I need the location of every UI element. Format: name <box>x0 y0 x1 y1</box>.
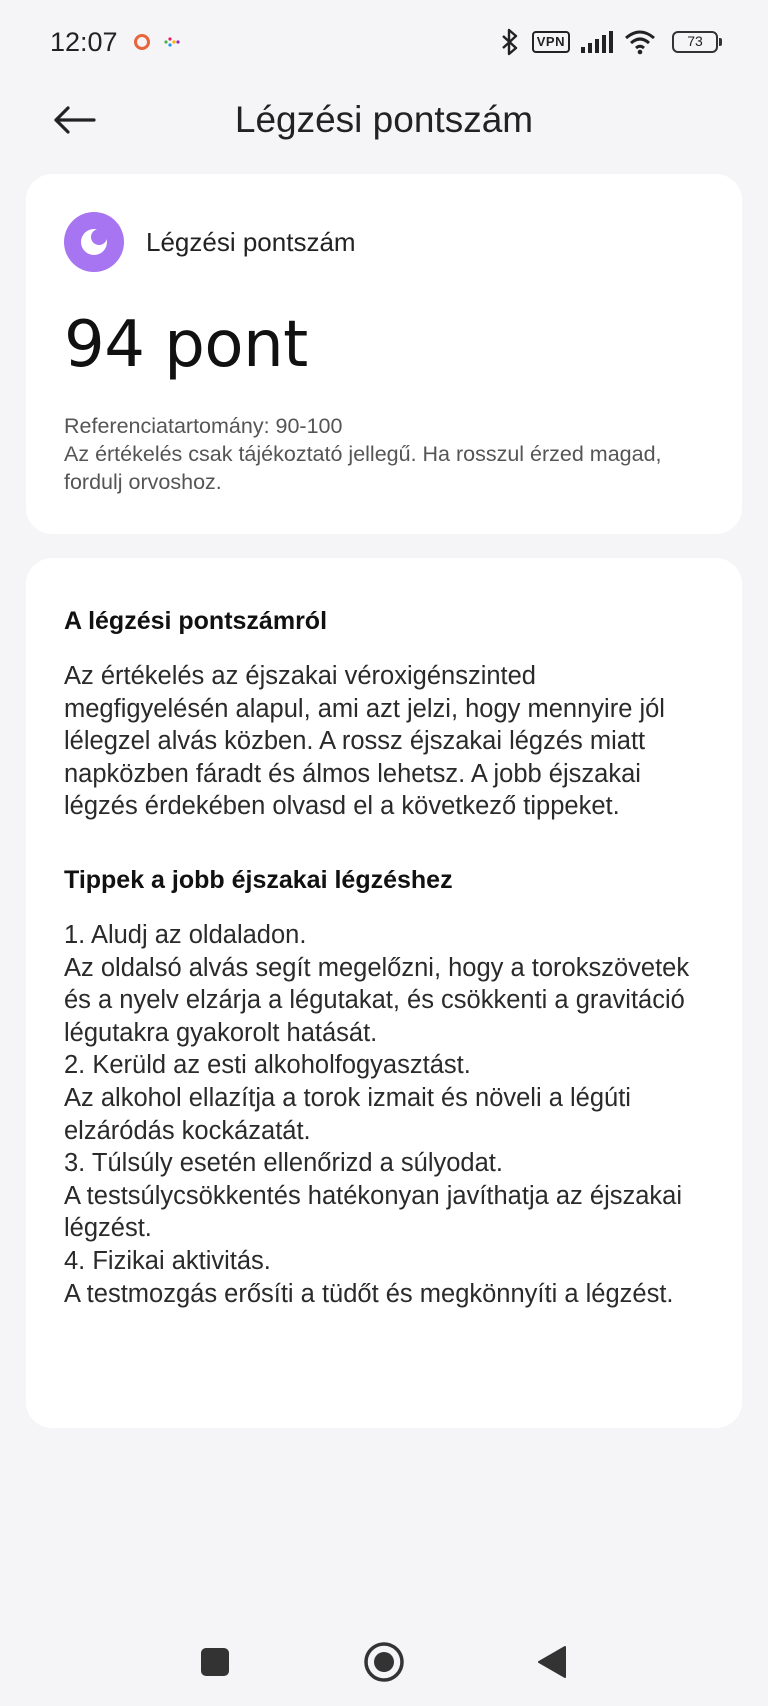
home-circle-icon <box>362 1640 406 1684</box>
info-card <box>26 558 742 1428</box>
nav-back-button[interactable] <box>530 1640 574 1684</box>
tip-title: 2. Kerüld az esti alkoholfogyasztást. <box>64 1051 471 1080</box>
clock: 12:07 <box>50 26 118 57</box>
status-right <box>498 28 718 56</box>
metric-label: Légzési pontszám <box>146 226 356 257</box>
arrow-left-icon <box>52 105 96 135</box>
header <box>0 84 768 156</box>
moon-icon <box>64 212 124 272</box>
back-triangle-icon <box>535 1644 569 1680</box>
vpn-icon: VPN <box>532 31 570 53</box>
reference-info <box>64 412 704 496</box>
about-text: Az értékelés az éjszakai véroxigénszinted megfigyelésén alapul, ami azt jelzi, hogy mennyire jól lélegzel alvás közben. A rossz éjszakai légzés miatt napközben fáradt és álmos lehetsz. A jobb éjszakai légzés érdekében olvasd el a következő tippeket. <box>64 662 665 821</box>
tip-text: A testsúlycsökkentés hatékonyan javíthatja az éjszakai légzést. <box>64 1181 683 1243</box>
tips-heading: Tippek a jobb éjszakai légzéshez <box>64 865 453 894</box>
moon-icon-glyph <box>76 224 112 260</box>
tip-title: 1. Aludj az oldaladon. <box>64 920 307 949</box>
recents-button[interactable] <box>193 1640 237 1684</box>
tip-text: A testmozgás erősíti a tüdőt és megkönnyíti a légzést. <box>64 1279 674 1308</box>
recents-square-icon <box>199 1646 231 1678</box>
status-bar <box>0 0 768 84</box>
metric-row <box>64 212 704 272</box>
system-nav-bar <box>0 1620 768 1700</box>
battery-icon: 73 <box>672 31 718 53</box>
app-dots-icon <box>162 34 182 50</box>
bluetooth-icon <box>498 28 522 56</box>
page-title: Légzési pontszám <box>234 99 534 140</box>
status-left <box>50 27 182 58</box>
tips-list <box>64 919 704 1310</box>
home-button[interactable] <box>362 1640 406 1684</box>
signal-icon <box>580 30 614 54</box>
score-card <box>26 174 742 534</box>
tip-title: 3. Túlsúly esetén ellenőrizd a súlyodat. <box>64 1149 503 1178</box>
tip-text: Az oldalsó alvás segít megelőzni, hogy a torokszövetek és a nyelv elzárja a légutakat, és csökkenti a gravitáció légutakra gyakorolt hatását. <box>64 953 690 1047</box>
wifi-icon <box>624 29 656 55</box>
back-button[interactable] <box>50 98 98 142</box>
tip-text: Az alkohol ellazítja a torok izmait és növeli a légúti elzáródás kockázatát. <box>64 1083 631 1145</box>
disclaimer: Az értékelés csak tájékoztató jellegű. Ha rosszul érzed magad, fordulj orvoshoz. <box>64 442 662 494</box>
about-heading: A légzési pontszámról <box>64 607 328 635</box>
notification-ring-icon <box>134 34 150 50</box>
score-value: 94 pont <box>64 308 308 382</box>
tip-title: 4. Fizikai aktivitás. <box>64 1246 271 1275</box>
reference-range: Referenciatartomány: 90-100 <box>64 414 343 438</box>
